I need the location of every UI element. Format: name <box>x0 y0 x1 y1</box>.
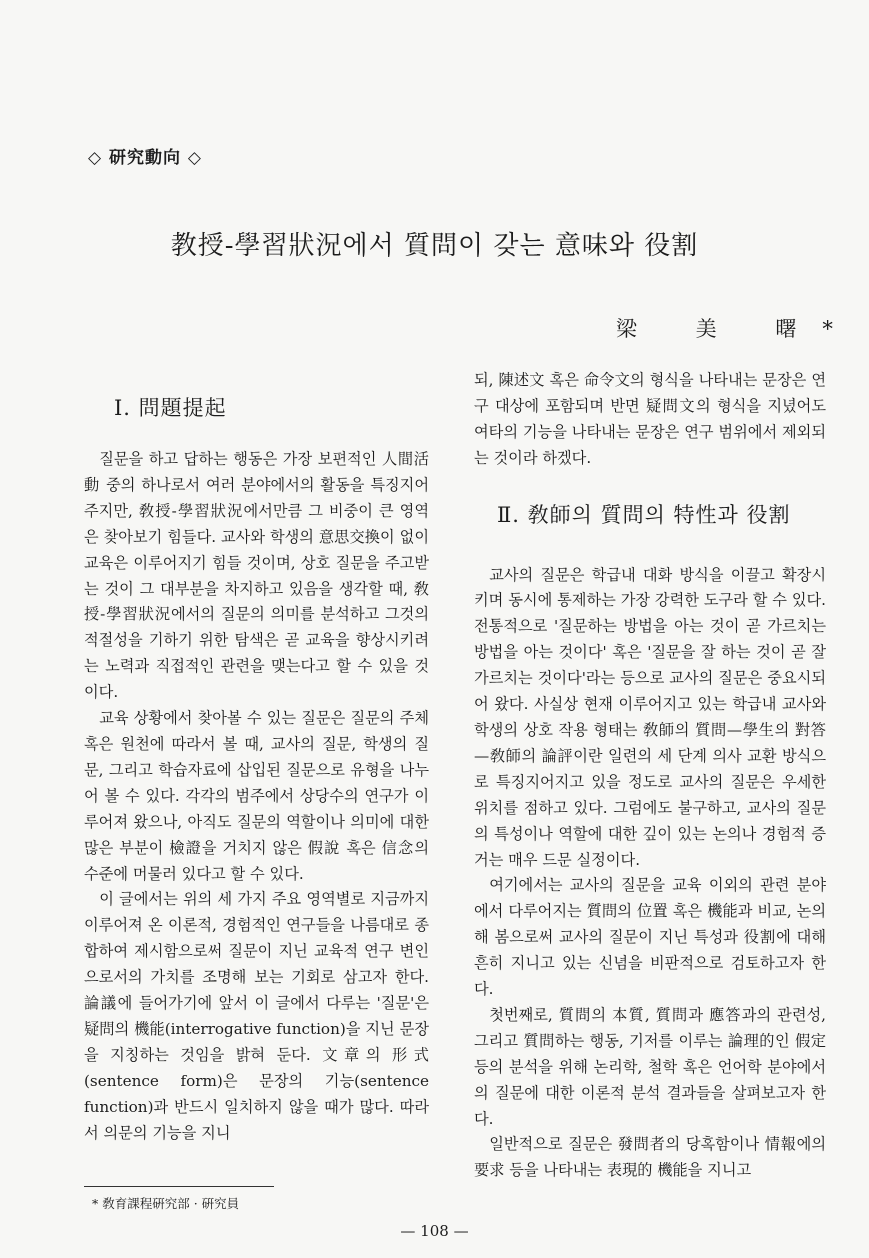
paragraph: 질문을 하고 답하는 행동은 가장 보편적인 人間活動 중의 하나로서 여러 분야에서의 활동을 특징지어 주지만, 敎授-學習狀況에서만큼 그 비중이 큰 영역은 찾아보기 힘들다. 교사와 학생의 意思交換이 없이 교육은 이루어지기 힘들 것이며, 상호 질문을 주고받는 것이 그 대부분을 차지하고 있음을 생각할 때, 敎授-學習狀況에서의 질문의 의미를 분석하고 그것의 적절성을 기하기 위한 탐색은 곧 교육을 향상시키려는 노력과 직접적인 관련을 맺는다고 할 수 있을 것이다. <box>84 450 429 702</box>
right-column <box>474 368 826 1184</box>
paragraph: 교육 상황에서 찾아볼 수 있는 질문은 질문의 주체 혹은 원천에 따라서 볼 때, 교사의 질문, 학생의 질문, 그리고 학습자료에 삽입된 질문으로 유형을 나누어 볼 수 있다. 각각의 범주에서 상당수의 연구가 이루어져 왔으나, 아직도 질문의 역할이나 의미에 대한 많은 부분이 檢證을 거치지 않은 假說 혹은 信念의 수준에 머물러 있다고 할 수 있다. <box>84 709 429 883</box>
paragraph: 이 글에서는 위의 세 가지 주요 영역별로 지금까지 이루어져 온 이론적, 경험적인 연구들을 나름대로 종합하여 제시함으로써 질문이 지닌 교육적 연구 변인으로서의 가치를 조명해 보는 기회로 삼고자 한다. 論議에 들어가기에 앞서 이 글에서 다루는 '질문'은 疑問의 機能(interrogative function)을 지닌 문장을 지칭하는 것임을 밝혀 둔다. 文章의 形式(sentence form)은 문장의 기능(sentence function)과 반드시 일치하지 않을 때가 많다. 따라서 의문의 기능을 지니 <box>84 890 429 1142</box>
author-name: 梁 美 曙* <box>616 317 859 341</box>
paragraph: 여기에서는 교사의 질문을 교육 이외의 관련 분야에서 다루어지는 質問의 位置 혹은 機能과 비교, 논의해 봄으로써 교사의 질문이 지닌 특성과 役割에 대해 흔히 지니고 있는 신념을 비판적으로 검토하고자 한다. <box>474 876 826 999</box>
paragraph: 첫번째로, 質問의 本質, 質問과 應答과의 관련성, 그리고 質問하는 행동, 기저를 이루는 論理的인 假定 등의 분석을 위해 논리학, 철학 혹은 언어학 분야에서의 질문에 대한 이론적 분석 결과들을 살펴보고자 한다. <box>474 1005 826 1128</box>
section1-heading: Ⅰ. 問題提起 <box>114 396 227 420</box>
article-title: 教授-學習狀況에서 質問이 갖는 意味와 役割 <box>170 231 699 261</box>
paragraph-continued: 되, 陳述文 혹은 命令文의 형식을 나타내는 문장은 연구 대상에 포함되며 반면 疑問文의 형식을 지녔어도 여타의 기능을 나타내는 문장은 연구 범위에서 제외되는 것이라 하겠다. <box>474 371 826 467</box>
paragraph: 교사의 질문은 학급내 대화 방식을 이끌고 확장시키며 동시에 통제하는 가장 강력한 도구라 할 수 있다. 전통적으로 '질문하는 방법을 아는 것이 곧 가르치는 방법을 아는 것이다' 혹은 '질문을 잘 하는 것이 곧 잘 가르치는 것이다'라는 등으로 교사의 질문은 중요시되어 왔다. 사실상 현재 이루어지고 있는 학급내 교사와 학생의 상호 작용 형태는 敎師의 質問—學生의 對答—敎師의 論評이란 일련의 세 단계 의사 교환 방식으로 특징지어지고 있을 정도로 교사의 질문은 우세한 위치를 점하고 있다. 그럼에도 불구하고, 교사의 질문의 특성이나 역할에 대한 깊이 있는 논의나 경험적 증거는 매우 드문 실정이다. <box>474 565 826 869</box>
page-number: — 108 — <box>400 1222 469 1240</box>
footnote: * 敎育課程硏究部 · 硏究員 <box>92 1196 240 1211</box>
paragraph: 일반적으로 질문은 發問者의 당혹함이나 情報에의 要求 등을 나타내는 表現的 機能을 지니고 <box>474 1135 826 1180</box>
section-tag: ◇ 研究動向 ◇ <box>88 148 202 168</box>
left-column <box>84 447 429 1146</box>
footnote-divider <box>84 1186 274 1187</box>
section2-heading: Ⅱ. 敎師의 質問의 特性과 役割 <box>497 502 791 527</box>
